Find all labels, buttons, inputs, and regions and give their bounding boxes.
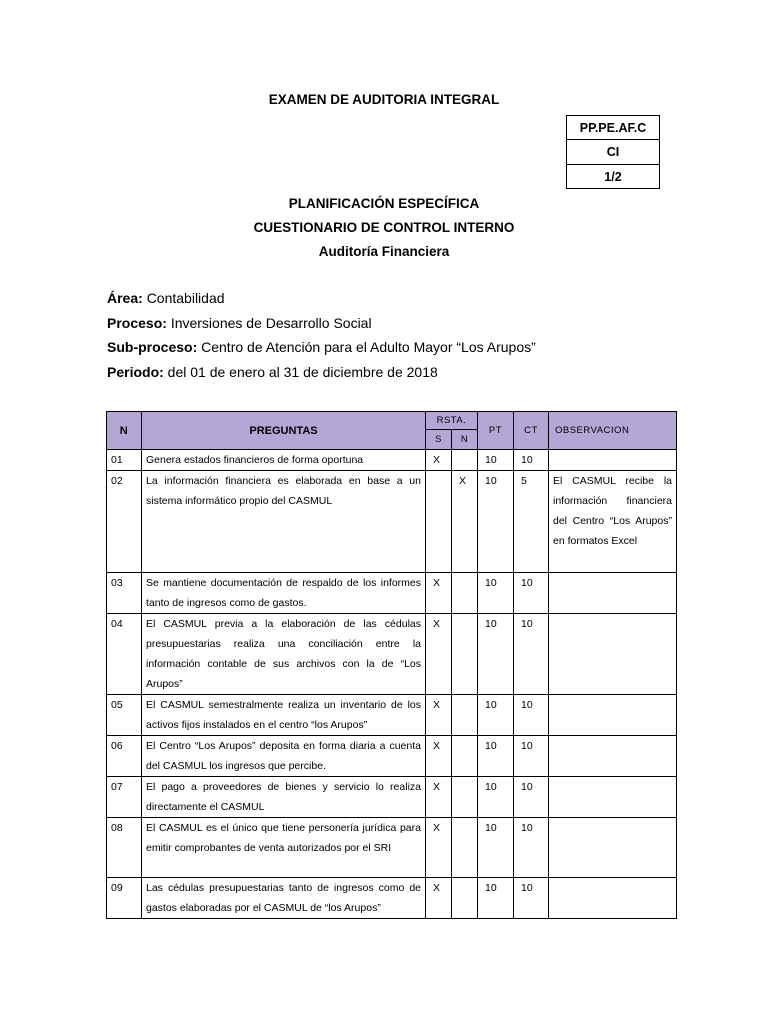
cell-observacion [549,450,677,471]
questionnaire-table [106,411,677,919]
cell-observacion [549,818,677,878]
cell-no [452,736,478,777]
cell-pregunta: El pago a proveedores de bienes y servicio lo realiza directamente el CASMUL [142,777,426,818]
subproceso-label: Sub-proceso: [107,339,198,355]
cell-ct: 10 [514,695,549,736]
info-periodo [107,360,536,385]
header-no: N [452,430,478,450]
cell-s: X [426,736,452,777]
cell-ct: 10 [514,736,549,777]
cell-n: 06 [107,736,142,777]
cell-no [452,818,478,878]
cell-s: X [426,695,452,736]
cell-pregunta: Las cédulas presupuestarias tanto de ingresos como de gastos elaboradas por el CASMUL de “los Arupos” [142,878,426,919]
cell-n: 08 [107,818,142,878]
cell-pt: 10 [478,450,514,471]
cell-ct: 10 [514,878,549,919]
cell-s [426,471,452,573]
cell-pregunta: El CASMUL es el único que tiene personería jurídica para emitir comprobantes de venta autorizados por el SRI [142,818,426,878]
table-row [107,471,677,573]
info-area [107,286,536,311]
table-row [107,573,677,614]
periodo-value: del 01 de enero al 31 de diciembre de 2018 [167,363,438,380]
cell-pregunta: El Centro “Los Arupos” deposita en forma diaria a cuenta del CASMUL los ingresos que percibe. [142,736,426,777]
cell-ct: 10 [514,450,549,471]
cell-observacion: El CASMUL recibe la información financiera del Centro “Los Arupos” en formatos Excel [549,471,677,573]
cell-no [452,614,478,695]
header-s: S [426,430,452,450]
header-rsta: RSTA. [426,412,478,430]
document-title: EXAMEN DE AUDITORIA INTEGRAL [268,92,500,107]
table-row [107,818,677,878]
cell-s: X [426,878,452,919]
cell-pt: 10 [478,471,514,573]
periodo-label: Periodo: [107,363,164,380]
header-observacion: OBSERVACION [549,412,677,450]
cell-pregunta: El CASMUL semestralmente realiza un inventario de los activos fijos instalados en el centro “los Arupos” [142,695,426,736]
header-preguntas: PREGUNTAS [142,412,426,450]
cell-pt: 10 [478,777,514,818]
subtitle-block [0,192,768,264]
code-line-2: CI [567,140,660,165]
cell-n: 03 [107,573,142,614]
cell-pt: 10 [478,573,514,614]
cell-pt: 10 [478,695,514,736]
cell-ct: 10 [514,573,549,614]
cell-no [452,450,478,471]
cell-ct: 10 [514,777,549,818]
cell-ct: 5 [514,471,549,573]
cell-pt: 10 [478,878,514,919]
code-line-1: PP.PE.AF.C [567,116,660,140]
cell-no [452,695,478,736]
cell-ct: 10 [514,614,549,695]
cell-n: 05 [107,695,142,736]
cell-pt: 10 [478,818,514,878]
code-line-3: 1/2 [567,165,660,189]
cell-ct: 10 [514,818,549,878]
header-ct: CT [514,412,549,450]
subtitle-cuestionario: CUESTIONARIO DE CONTROL INTERNO [253,220,515,235]
proceso-value: Inversiones de Desarrollo Social [170,314,372,331]
cell-no: X [452,471,478,573]
cell-s: X [426,573,452,614]
cell-n: 09 [107,878,142,919]
cell-observacion [549,614,677,695]
cell-pregunta: Genera estados financieros de forma oportuna [142,450,426,471]
cell-pregunta: Se mantiene documentación de respaldo de los informes tanto de ingresos como de gastos. [142,573,426,614]
subtitle-auditoria: Auditoría Financiera [318,244,450,259]
cell-n: 04 [107,614,142,695]
cell-n: 07 [107,777,142,818]
proceso-label: Proceso: [107,314,167,331]
cell-observacion [549,777,677,818]
info-subproceso [107,335,536,360]
cell-pt: 10 [478,736,514,777]
cell-s: X [426,818,452,878]
cell-s: X [426,614,452,695]
cell-s: X [426,450,452,471]
cell-pt: 10 [478,614,514,695]
cell-pregunta: La información financiera es elaborada en base a un sistema informático propio del CASMUL [142,471,426,573]
document-code-box [566,115,660,189]
cell-no [452,777,478,818]
table-row [107,736,677,777]
area-label: Área: [107,290,143,306]
area-value: Contabilidad [146,290,225,306]
table-row [107,614,677,695]
cell-observacion [549,736,677,777]
subtitle-planificacion: PLANIFICACIÓN ESPECÍFICA [288,196,480,211]
cell-observacion [549,878,677,919]
header-n: N [107,412,142,450]
table-row [107,695,677,736]
cell-pregunta: El CASMUL previa a la elaboración de las cédulas presupuestarias realiza una conciliación entre la información contable de sus archivos con la de “Los Arupos” [142,614,426,695]
table-row [107,777,677,818]
table-row [107,878,677,919]
info-block [107,286,536,384]
cell-observacion [549,695,677,736]
cell-s: X [426,777,452,818]
cell-n: 02 [107,471,142,573]
info-proceso [107,311,536,336]
header-pt: PT [478,412,514,450]
cell-observacion [549,573,677,614]
cell-n: 01 [107,450,142,471]
subproceso-value: Centro de Atención para el Adulto Mayor “Los Arupos” [201,339,536,355]
cell-no [452,878,478,919]
cell-no [452,573,478,614]
table-row [107,450,677,471]
